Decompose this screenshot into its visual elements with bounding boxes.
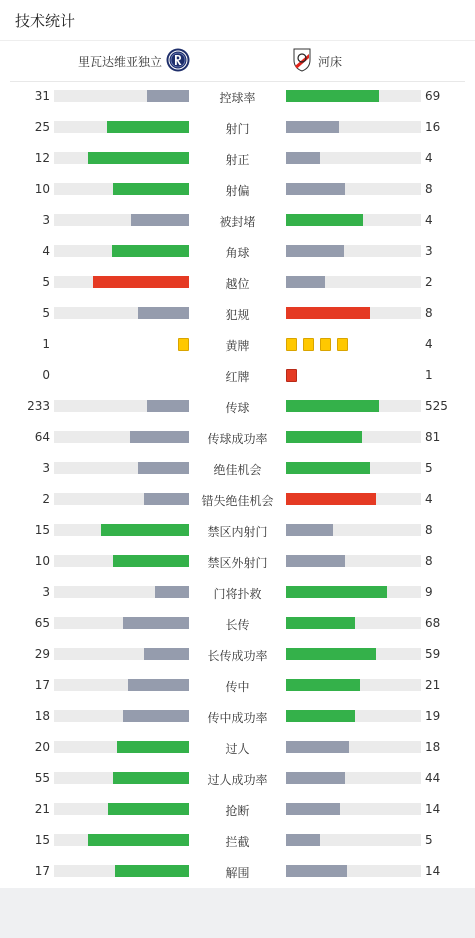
stat-row <box>0 794 475 825</box>
home-stat-bar <box>144 493 189 505</box>
away-stat-value: 4 <box>425 151 433 165</box>
home-stat-value: 29 <box>34 647 50 661</box>
home-stat-value: 2 <box>42 492 50 506</box>
away-stat-bar <box>286 679 360 691</box>
away-stat-bar-track <box>286 400 421 412</box>
away-stat-bar-track <box>286 524 421 536</box>
stat-row <box>0 515 475 546</box>
home-stat-value: 0 <box>42 368 50 382</box>
stat-row <box>0 422 475 453</box>
home-stat-bar-track <box>54 555 189 567</box>
home-stat-bar-track <box>54 617 189 629</box>
yellow-card-icon <box>320 338 331 351</box>
away-team-name: 河床 <box>318 54 343 69</box>
stat-label: 射正 <box>225 153 250 167</box>
stat-label: 红牌 <box>225 370 250 384</box>
home-stat-bar <box>117 741 189 753</box>
home-cards <box>172 338 189 351</box>
stat-row <box>0 267 475 298</box>
stat-label: 射门 <box>225 122 250 136</box>
home-stat-bar <box>113 555 189 567</box>
home-stat-value: 55 <box>34 771 50 785</box>
home-stat-value: 20 <box>34 740 50 754</box>
stat-label: 禁区内射门 <box>207 525 268 539</box>
home-stat-bar <box>115 865 189 877</box>
home-team-name: 里瓦达维亚独立 <box>77 54 162 69</box>
home-stat-bar-track <box>54 710 189 722</box>
stat-label: 角球 <box>225 246 250 260</box>
home-stat-bar-track <box>54 803 189 815</box>
home-stat-bar <box>155 586 189 598</box>
stat-row <box>0 81 475 112</box>
home-stat-bar <box>107 121 189 133</box>
home-stat-bar <box>147 400 189 412</box>
away-stat-value: 19 <box>425 709 441 723</box>
home-stat-value: 17 <box>34 678 50 692</box>
away-stat-value: 1 <box>425 368 433 382</box>
away-stat-value: 14 <box>425 802 441 816</box>
away-stat-bar <box>286 741 349 753</box>
away-stat-bar <box>286 90 379 102</box>
home-stat-bar <box>123 710 189 722</box>
away-stat-value: 525 <box>425 399 448 413</box>
away-stat-bar-track <box>286 803 421 815</box>
away-stat-bar-track <box>286 834 421 846</box>
away-stat-bar-track <box>286 307 421 319</box>
stat-label: 犯规 <box>225 308 250 322</box>
stat-row <box>0 763 475 794</box>
away-stat-value: 2 <box>425 275 433 289</box>
stat-row <box>0 391 475 422</box>
home-stat-bar-track <box>54 586 189 598</box>
home-stat-value: 10 <box>34 554 50 568</box>
home-stat-bar <box>113 772 189 784</box>
away-stat-bar <box>286 183 345 195</box>
away-stat-value: 44 <box>425 771 441 785</box>
stat-row <box>0 174 475 205</box>
home-stat-bar-track <box>54 245 189 257</box>
stat-row <box>0 608 475 639</box>
away-stat-bar-track <box>286 493 421 505</box>
stat-label: 传中成功率 <box>207 711 268 725</box>
away-stat-bar <box>286 493 376 505</box>
away-stat-bar <box>286 834 320 846</box>
home-stat-bar <box>123 617 189 629</box>
away-stat-bar-track <box>286 555 421 567</box>
home-stat-bar <box>88 152 189 164</box>
home-stat-bar <box>138 462 189 474</box>
home-stat-bar-track <box>54 679 189 691</box>
home-stat-value: 3 <box>42 213 50 227</box>
away-stat-value: 5 <box>425 833 433 847</box>
stat-row <box>0 670 475 701</box>
title-divider <box>0 40 475 41</box>
home-stat-bar <box>108 803 189 815</box>
stat-label: 射偏 <box>225 184 250 198</box>
away-stat-bar <box>286 617 355 629</box>
away-stat-value: 4 <box>425 213 433 227</box>
yellow-card-icon <box>337 338 348 351</box>
stat-row <box>0 453 475 484</box>
home-stat-value: 4 <box>42 244 50 258</box>
away-stat-bar-track <box>286 462 421 474</box>
away-stat-value: 59 <box>425 647 441 661</box>
yellow-card-icon <box>303 338 314 351</box>
away-stat-bar-track <box>286 648 421 660</box>
home-stat-value: 3 <box>42 585 50 599</box>
stat-label: 被封堵 <box>219 215 256 229</box>
stat-label: 长传成功率 <box>207 649 268 663</box>
away-stat-value: 68 <box>425 616 441 630</box>
away-stat-bar <box>286 276 325 288</box>
away-stat-bar <box>286 245 344 257</box>
away-stat-value: 16 <box>425 120 441 134</box>
away-stat-value: 14 <box>425 864 441 878</box>
stat-label: 过人 <box>225 742 250 756</box>
home-stat-value: 3 <box>42 461 50 475</box>
stat-row <box>0 205 475 236</box>
stats-list <box>0 81 475 887</box>
away-stat-bar-track <box>286 586 421 598</box>
away-stat-value: 8 <box>425 523 433 537</box>
home-stat-value: 5 <box>42 275 50 289</box>
home-stat-bar <box>113 183 189 195</box>
away-stat-bar <box>286 772 345 784</box>
home-stat-value: 15 <box>34 523 50 537</box>
stat-label: 过人成功率 <box>207 773 268 787</box>
home-stat-value: 64 <box>34 430 50 444</box>
away-stat-bar <box>286 152 320 164</box>
away-stat-value: 5 <box>425 461 433 475</box>
home-stat-bar-track <box>54 462 189 474</box>
away-stat-bar-track <box>286 90 421 102</box>
away-stat-bar-track <box>286 245 421 257</box>
stat-label: 控球率 <box>219 91 256 105</box>
away-stat-bar-track <box>286 431 421 443</box>
home-stat-bar-track <box>54 648 189 660</box>
home-stat-bar-track <box>54 183 189 195</box>
away-stat-bar <box>286 586 387 598</box>
teams-header <box>10 42 465 80</box>
away-stat-bar <box>286 462 370 474</box>
stat-row <box>0 143 475 174</box>
away-stat-bar <box>286 307 370 319</box>
stat-label: 长传 <box>225 618 250 632</box>
yellow-card-icon <box>178 338 189 351</box>
stat-label: 越位 <box>225 277 250 291</box>
red-card-icon <box>286 369 297 382</box>
home-stat-value: 12 <box>34 151 50 165</box>
stat-label: 抢断 <box>225 804 250 818</box>
stat-row <box>0 329 475 360</box>
away-stat-value: 4 <box>425 337 433 351</box>
away-stat-bar-track <box>286 183 421 195</box>
home-stat-bar <box>138 307 189 319</box>
stat-label: 错失绝佳机会 <box>201 494 274 508</box>
away-stat-bar-track <box>286 617 421 629</box>
away-stat-bar <box>286 524 333 536</box>
away-cards <box>286 369 303 382</box>
stat-label: 绝佳机会 <box>213 463 262 477</box>
home-stat-bar-track <box>54 834 189 846</box>
away-stat-bar <box>286 555 345 567</box>
stat-row <box>0 732 475 763</box>
home-stat-value: 65 <box>34 616 50 630</box>
away-stat-bar <box>286 865 347 877</box>
yellow-card-icon <box>286 338 297 351</box>
home-stat-bar <box>144 648 189 660</box>
stat-label: 传中 <box>225 680 250 694</box>
away-stat-value: 8 <box>425 182 433 196</box>
away-stat-value: 18 <box>425 740 441 754</box>
home-stat-bar-track <box>54 772 189 784</box>
away-stat-bar <box>286 648 376 660</box>
stat-row <box>0 639 475 670</box>
home-stat-bar-track <box>54 90 189 102</box>
home-stat-bar <box>130 431 189 443</box>
home-stat-bar <box>147 90 189 102</box>
home-stat-value: 17 <box>34 864 50 878</box>
stat-row <box>0 298 475 329</box>
away-stat-bar-track <box>286 276 421 288</box>
home-stat-bar-track <box>54 865 189 877</box>
away-cards <box>286 338 354 351</box>
away-stat-value: 4 <box>425 492 433 506</box>
home-stat-value: 15 <box>34 833 50 847</box>
home-team[interactable] <box>78 42 190 80</box>
away-stat-value: 8 <box>425 306 433 320</box>
home-stat-bar-track <box>54 741 189 753</box>
home-stat-bar-track <box>54 152 189 164</box>
away-stat-value: 9 <box>425 585 433 599</box>
away-stat-value: 3 <box>425 244 433 258</box>
home-stat-bar <box>128 679 189 691</box>
home-stat-bar-track <box>54 493 189 505</box>
stat-label: 传球 <box>225 401 250 415</box>
home-stat-bar <box>88 834 189 846</box>
home-stat-value: 233 <box>27 399 50 413</box>
away-stat-bar-track <box>286 214 421 226</box>
stat-row <box>0 546 475 577</box>
home-stat-bar <box>93 276 189 288</box>
home-stat-value: 21 <box>34 802 50 816</box>
stat-row <box>0 577 475 608</box>
away-stat-bar-track <box>286 679 421 691</box>
home-stat-value: 5 <box>42 306 50 320</box>
stat-label: 禁区外射门 <box>207 556 268 570</box>
home-stat-value: 1 <box>42 337 50 351</box>
away-stat-bar-track <box>286 772 421 784</box>
away-stat-bar <box>286 400 379 412</box>
home-stat-value: 25 <box>34 120 50 134</box>
away-stat-bar <box>286 710 355 722</box>
home-stat-bar-track <box>54 400 189 412</box>
home-team-logo-icon <box>166 48 190 75</box>
stat-label: 传球成功率 <box>207 432 268 446</box>
home-stat-bar-track <box>54 307 189 319</box>
away-stat-value: 21 <box>425 678 441 692</box>
away-stat-bar <box>286 431 362 443</box>
away-stat-bar-track <box>286 152 421 164</box>
home-stat-value: 10 <box>34 182 50 196</box>
home-stat-bar <box>131 214 189 226</box>
home-stat-value: 18 <box>34 709 50 723</box>
stat-label: 黄牌 <box>225 339 250 353</box>
stat-row <box>0 825 475 856</box>
home-stat-bar-track <box>54 121 189 133</box>
stat-row <box>0 236 475 267</box>
home-stat-bar-track <box>54 214 189 226</box>
stat-label: 拦截 <box>225 835 250 849</box>
stat-label: 解围 <box>225 866 250 880</box>
stat-row <box>0 112 475 143</box>
page-title: 技术统计 <box>15 12 76 30</box>
stat-row <box>0 484 475 515</box>
away-stat-value: 69 <box>425 89 441 103</box>
stat-row <box>0 701 475 732</box>
away-stat-bar <box>286 121 339 133</box>
away-stat-value: 81 <box>425 430 441 444</box>
away-team-logo-icon <box>292 48 312 75</box>
away-stat-bar <box>286 803 340 815</box>
away-stat-bar-track <box>286 710 421 722</box>
away-stat-bar <box>286 214 363 226</box>
home-stat-bar <box>112 245 189 257</box>
home-stat-value: 31 <box>34 89 50 103</box>
stat-row <box>0 856 475 887</box>
home-stat-bar-track <box>54 431 189 443</box>
away-stat-bar-track <box>286 121 421 133</box>
away-stat-value: 8 <box>425 554 433 568</box>
stat-label: 门将扑救 <box>213 587 262 601</box>
away-stat-bar-track <box>286 865 421 877</box>
away-stat-bar-track <box>286 741 421 753</box>
stat-row <box>0 360 475 391</box>
away-team[interactable] <box>292 42 342 80</box>
home-stat-bar-track <box>54 524 189 536</box>
home-stat-bar-track <box>54 276 189 288</box>
home-stat-bar <box>101 524 189 536</box>
